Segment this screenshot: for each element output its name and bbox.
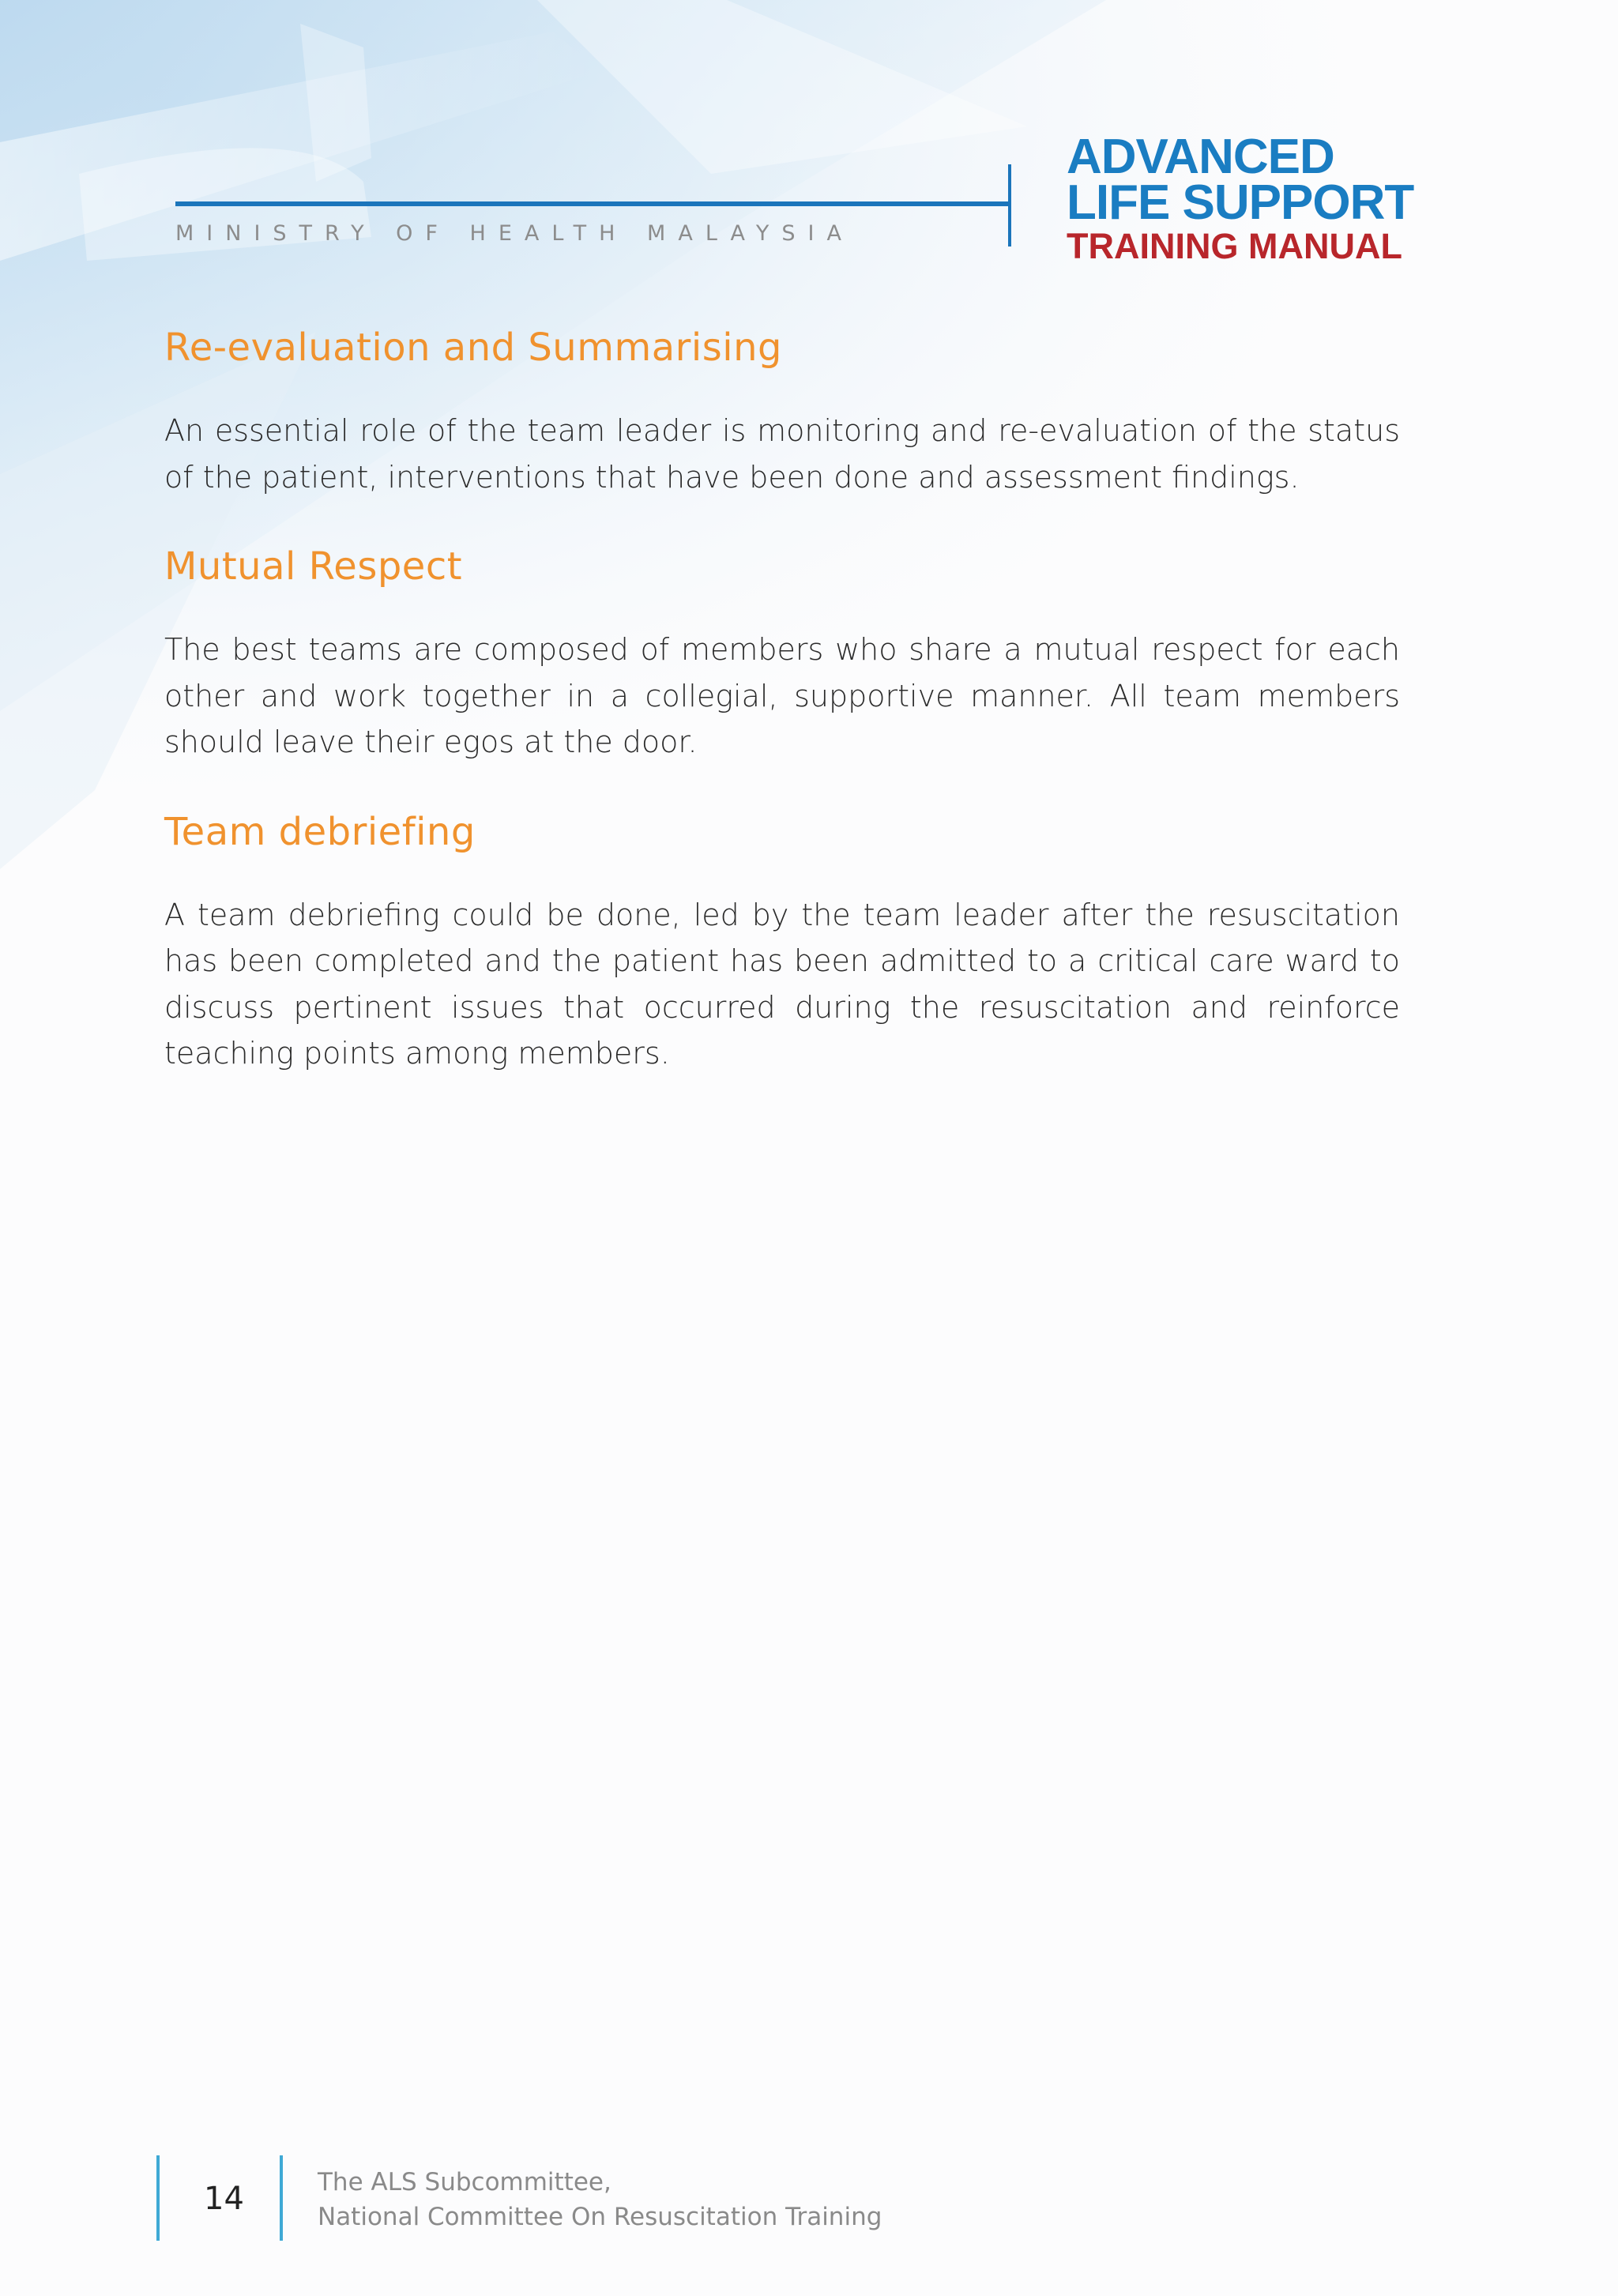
section-mutual-respect — [164, 535, 1400, 766]
section-heading: Team debriefing — [164, 809, 476, 854]
section-team-debriefing — [164, 800, 1400, 1077]
page-number: 14 — [204, 2181, 244, 2217]
logo-line-training-manual: TRAINING MANUAL — [1067, 226, 1402, 266]
section-heading: Mutual Respect — [164, 544, 463, 589]
footer-bar-right — [280, 2155, 283, 2241]
footer-line-subcommittee: The ALS Subcommittee, — [318, 2168, 611, 2196]
logo-line-life-support: LIFE SUPPORT — [1067, 175, 1414, 230]
section-paragraph: A team debriefing could be done, led by the team leader after the resuscitation has been completed and the patient has been admitted to a critical care ward to discuss pertinent issues that occurred during the resuscitation and reinforce teaching points among members. — [164, 897, 1400, 1071]
section-paragraph: An essential role of the team leader is monitoring and re-evaluation of the status of the patient, interventions that have been done and assessment findings. — [164, 413, 1400, 495]
main-content — [164, 316, 1400, 1077]
footer-bar-left — [156, 2155, 160, 2241]
header-divider — [1008, 164, 1011, 247]
footer-credit — [318, 2165, 882, 2234]
header-rule — [175, 201, 1010, 206]
footer-line-committee: National Committee On Resuscitation Training — [318, 2203, 882, 2231]
section-heading: Re-evaluation and Summarising — [164, 326, 782, 370]
logo-line-advanced: ADVANCED — [1067, 130, 1334, 184]
ministry-label: MINISTRY OF HEALTH MALAYSIA — [175, 221, 854, 246]
section-re-evaluation — [164, 316, 1400, 500]
section-paragraph: The best teams are composed of members who share a mutual respect for each other and work together in a collegial, supportive manner. All team members should leave their egos at the door. — [164, 632, 1400, 759]
manual-logo — [1067, 130, 1414, 267]
